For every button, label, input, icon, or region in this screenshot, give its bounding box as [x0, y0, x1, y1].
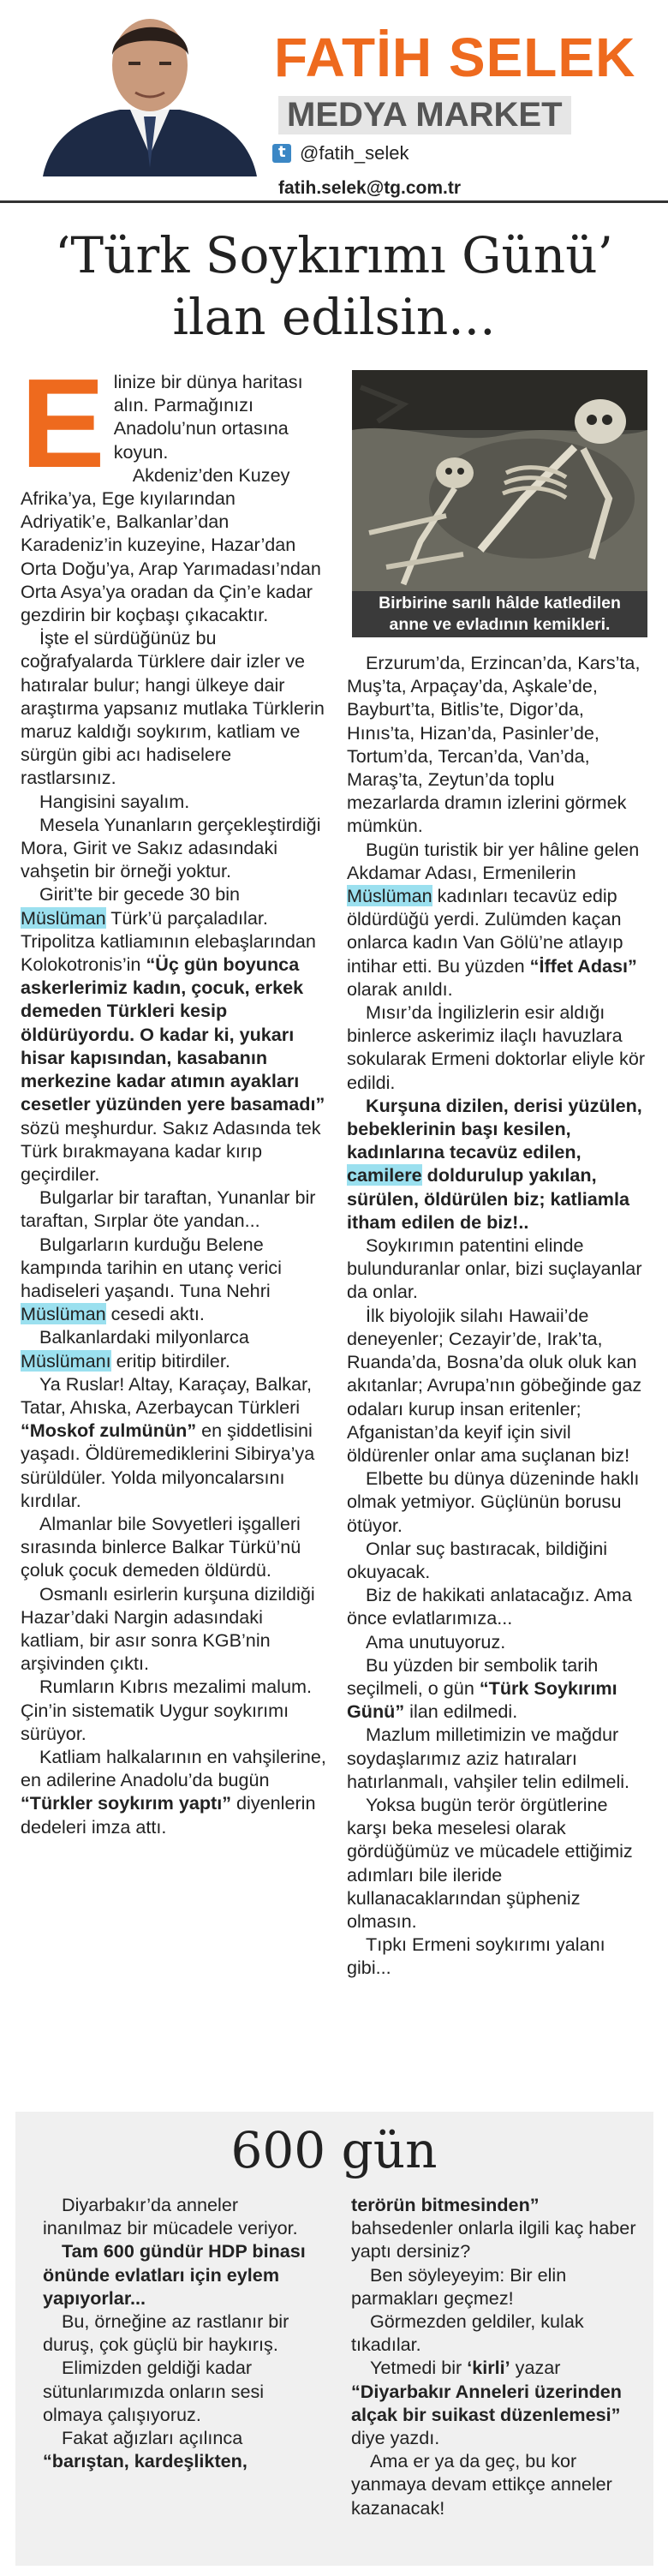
- bold-quote: “barıştan, kardeşlikten,: [43, 2450, 248, 2472]
- twitter-handle: @fatih_selek: [300, 142, 409, 164]
- paragraph-text: linize bir dünya haritası alın. Parmağınızı Anadolu’nun ortasına koyun.: [113, 371, 303, 463]
- text: en şiddetlisini yaşadı. Öldüremediklerini Sibirya’ya sürüldüler. Yolda milyoncalarsını kırdılar.: [21, 1419, 315, 1511]
- paragraph: [21, 1745, 329, 1838]
- paragraph: [21, 353, 329, 494]
- highlighted-word: Müslüman: [21, 1303, 106, 1325]
- paragraph: Erzurum’da, Erzincan’da, Kars’ta, Muş’ta, Arpaçay’da, Aşkale’de, Bayburt’ta, Bitlis’te, Digor’da, Hınıs’ta, Hizan’da, Pasinler’de, Tortum’da, Tercan’da, Van’da, Maraş’ta, Zeytun’da toplu mezarlarda dramın izlerini görmek mümkün.: [347, 652, 641, 837]
- paragraph: Elbette bu dünya düzeninde haklı olmak yetmiyor. Güçlünün borusu ötüyor.: [347, 1467, 640, 1536]
- article-photo: [352, 370, 647, 637]
- paragraph: [347, 838, 651, 1001]
- text: Türk’ü parçaladılar. Tripolitza katliamının elebaşlarından Kolokotronis’in: [21, 906, 316, 976]
- text: Bugün turistik bir yer hâline gelen Akdamar Adası, Ermenilerin: [347, 838, 640, 883]
- paragraph: Soykırımın patentini elinde bulunduranlar onlar, bizi suçlayanlar da onlar.: [347, 1234, 642, 1303]
- text: Girit’te bir gecede 30 bin: [39, 883, 241, 905]
- article-headline: [0, 224, 668, 348]
- bold-quote: “İffet Adası”: [529, 954, 637, 977]
- headline-line-1: ‘Türk Soykırımı Günü’: [55, 226, 613, 284]
- paragraph: Yoksa bugün terör örgütlerine karşı beka meselesi olarak gördüğümüz ve mücadele ettiğimiz adımları bile ileride kullanacaklarından şüpheniz olmasın.: [347, 1793, 633, 1932]
- paragraph: Biz de hakikati anlatacağız. Ama önce evlatlarımıza...: [347, 1584, 632, 1629]
- paragraph: [21, 882, 329, 1186]
- paragraph: Tıpkı Ermeni soykırımı yalanı gibi...: [347, 1933, 605, 1979]
- paragraph: Bulgarlar bir taraftan, Yunanlar bir taraftan, Sırplar öte yandan...: [21, 1186, 316, 1232]
- article-column-1: [21, 353, 329, 1838]
- header-divider: [0, 200, 668, 203]
- paragraph: Akdeniz’den Kuzey Afrika’ya, Ege kıyılarından Adriyatik’e, Balkanlar’dan Karadeniz’in kuzeyine, Hazar’dan Orta Doğu’ya, Arap Yarımadası’ndan Orta Asya’ya oradan da Çin’e kadar gezdirin bir koçbaşı çıkacaktır.: [21, 463, 321, 626]
- twitter-handle-row[interactable]: [272, 142, 409, 164]
- article-column-2: [347, 651, 651, 1980]
- sidebar-box-title: 600 gün: [230, 2121, 438, 2179]
- bold-quote: “Moskof zulmünün”: [21, 1419, 197, 1442]
- box-column-right: [351, 2193, 642, 2519]
- bold-quote: “Diyarbakır Anneleri üzerinden alçak bir suikast düzenlemesi”: [351, 2380, 622, 2425]
- paragraph: [43, 2239, 321, 2310]
- paragraph: [351, 2193, 642, 2263]
- paragraph: [347, 1653, 651, 1724]
- box-column-left: [43, 2193, 321, 2472]
- paragraph: Bu, örneğine az rastlanır bir duruş, çok güçlü bir haykırış.: [43, 2310, 289, 2356]
- text: diyenlerin dedeleri imza attı.: [21, 1792, 316, 1838]
- paragraph: [43, 2426, 321, 2472]
- headline-line-2: ilan edilsin...: [172, 288, 496, 346]
- text: cesedi aktı.: [105, 1303, 205, 1325]
- paragraph: Elimizden geldiği kadar sütunlarımızda onların sesi olmaya çalışıyoruz.: [43, 2357, 265, 2425]
- text: diye yazdı.: [351, 2427, 440, 2449]
- bold-text: doldurulup yakılan, sürülen, öldürülen biz; katliamla itham edilen de biz!..: [347, 1164, 629, 1233]
- caption-line-2: anne ve evladının kemikleri.: [389, 615, 611, 634]
- text: Balkanlardaki milyonlarca: [39, 1326, 249, 1348]
- text: yazar: [510, 2357, 561, 2379]
- drop-cap: E: [21, 353, 105, 494]
- paragraph: [21, 1325, 329, 1372]
- photo-caption: [352, 591, 647, 637]
- paragraph: [21, 1233, 329, 1326]
- highlighted-word: camilere: [347, 1164, 422, 1186]
- highlighted-word: Müslüman: [21, 906, 106, 929]
- paragraph: Görmezden geldiler, kulak tıkadılar.: [351, 2310, 584, 2356]
- caption-line-1: Birbirine sarılı hâlde katledilen: [379, 594, 621, 613]
- text: Bu yüzden bir sembolik tarih seçilmeli, o gün: [347, 1653, 599, 1699]
- bold-quote: “Türk Soykırımı Günü”: [347, 1676, 617, 1723]
- text: eritip bitirdiler.: [110, 1349, 230, 1372]
- highlighted-word: Müslümanı: [21, 1349, 111, 1372]
- paragraph: Ama er ya da geç, bu kor yanmaya devam ettikçe anneler kazanacak!: [351, 2450, 612, 2519]
- skeletons-image: [352, 370, 647, 591]
- paragraph: İlk biyolojik silahı Hawaii’de deneyenler; Cezayir’de, Irak’ta, Ruanda’da, Bosna’da oluk oluk kan akıtanlar; Avrupa’nın göbeğinde gaz odaları kurup insan eritenler; Afganistan’da keyif için sivil öldürenler onlar ama suçlanan biz!: [347, 1304, 642, 1466]
- paragraph: Hangisini sayalım.: [39, 790, 190, 812]
- text: sözü meşhurdur. Sakız Adasında tek Türk bırakmayana kadar kırıp geçirdiler.: [21, 1116, 321, 1185]
- paragraph: Mesela Yunanların gerçekleştirdiği Mora, Girit ve Sakız adasındaki vahşetin bir örneği yoktur.: [21, 813, 321, 882]
- paragraph: Diyarbakır’da anneler inanılmaz bir mücadele veriyor.: [43, 2194, 298, 2239]
- paragraph: Onlar suç bastıracak, bildiğini okuyacak.: [347, 1537, 608, 1582]
- text: ilan edilmedi.: [404, 1700, 518, 1723]
- paragraph: Mazlum milletimizin ve mağdur soydaşlarımız aziz hatıraları hatırlanmalı, vahşiler telin edilmeli.: [347, 1724, 630, 1792]
- paragraph: [21, 1372, 329, 1512]
- bold-text: Kurşuna dizilen, derisi yüzülen, bebeklerinin başı kesilen, kadınlarına tecavüz edilen,: [347, 1094, 642, 1163]
- twitter-icon: [272, 144, 291, 163]
- paragraph: Ama unutuyoruz.: [366, 1630, 506, 1653]
- paragraph: Mısır’da İngilizlerin esir aldığı binlerce askerimiz ilaçlı havuzlara sokularak Ermeni doktorlar eliyle kör edildi.: [347, 1001, 646, 1093]
- author-name: FATİH SELEK: [274, 27, 636, 88]
- text: Bulgarların kurduğu Belene kampında tarihin en utanç verici hadiseleri yaşandı. Tuna Nehri: [21, 1233, 282, 1301]
- paragraph: Ben söyleyeyim: Bir elin parmakları geçmez!: [351, 2263, 567, 2309]
- paragraph: İşte el sürdüğünüz bu coğrafyalarda Türklere dair izler ve hatıralar bulur; hangi ülkeye dair araştırma yapsanız mutlaka Türklerin maruz kaldığı soykırım, katliam ve sürgün gibi acı hadiselere rastlarsınız.: [21, 627, 325, 789]
- text: kadınları tecavüz edip öldürdüğü yerdi. Zulümden kaçan onlarca kadın Van Gölü’ne atlayıp intihar etti. Bu yüzden: [347, 885, 623, 977]
- text: bahsedenler onlarla ilgili kaç haber yaptı dersiniz?: [351, 2217, 636, 2262]
- paragraph: Rumların Kıbrıs mezalimi malum. Çin’in sistematik Uygur soykırımı sürüyor.: [21, 1676, 312, 1744]
- brand-name: MEDYA MARKET: [278, 96, 571, 134]
- paragraph: [351, 2356, 642, 2449]
- text: olarak anıldı.: [347, 977, 453, 1000]
- bold-quote: “Türkler soykırım yaptı”: [21, 1792, 232, 1814]
- bold-quote: “Üç gün boyunca askerlerimiz kadın, çocuk, erkek demeden Türkleri kesip öldürüyordu. O kadar ki, yukarı hisar kapısından, kasabanın merkezine kadar atımın ayakları cesetler yüzünden yere basamadı”: [21, 953, 325, 1115]
- paragraph: Almanlar bile Sovyetleri işgalleri sırasında binlerce Balkar Türkü’nü çoluk çocuk demeden öldürdü.: [21, 1512, 301, 1581]
- text: Fakat ağızları açılınca: [62, 2427, 243, 2449]
- text: Yetmedi bir: [370, 2357, 468, 2379]
- bold-text: Tam 600 gündür HDP binası önünde evlatları için eylem yapıyorlar...: [43, 2240, 306, 2309]
- bold-quote: terörün bitmesinden”: [351, 2194, 540, 2215]
- column-header: [0, 0, 668, 202]
- text: Ya Ruslar! Altay, Karaçay, Balkar, Tatar, Ahıska, Azerbaycan Türkleri: [21, 1372, 313, 1418]
- text: Katliam halkalarının en vahşilerine, en adilerine Anadolu’da bugün: [21, 1745, 326, 1791]
- highlighted-word: Müslüman: [347, 885, 432, 907]
- paragraph: [347, 1094, 651, 1234]
- author-photo: [34, 5, 265, 176]
- bold-quote: ‘kirli’: [467, 2357, 510, 2379]
- paragraph: Osmanlı esirlerin kurşuna dizildiği Hazar’daki Nargin adasındaki katliam, bir asır sonra KGB’nin arşivinden çıktı.: [21, 1582, 315, 1675]
- author-email[interactable]: fatih.selek@tg.com.tr: [278, 178, 462, 198]
